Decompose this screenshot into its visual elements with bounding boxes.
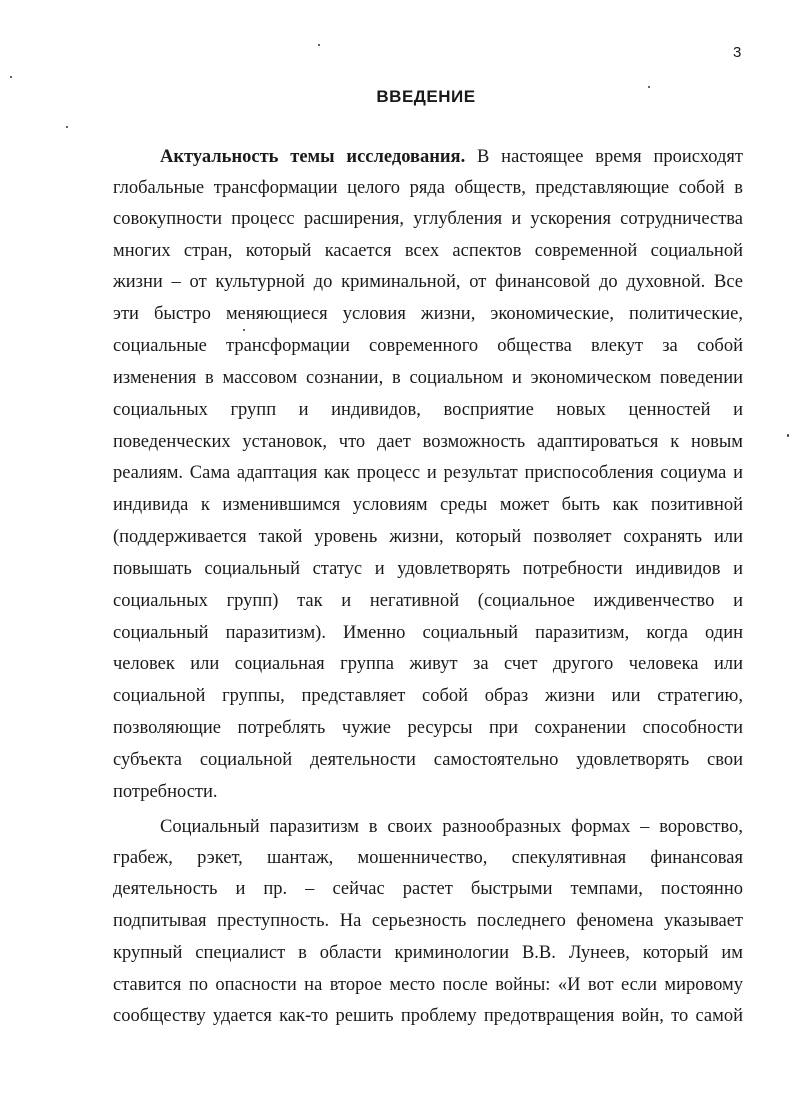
- text-line: социальных групп и индивидов, восприятие новых ценностей и: [113, 400, 743, 420]
- page-title: ВВЕДЕНИЕ: [376, 87, 476, 106]
- text-line: изменения в массовом сознании, в социальном и экономическом поведении: [113, 368, 743, 388]
- text-line: деятельность и пр. – сейчас растет быстрыми темпами, постоянно: [113, 879, 743, 899]
- scan-speck: [787, 434, 789, 437]
- text-span: В настоящее время происходят: [465, 147, 743, 167]
- text-line: многих стран, который касается всех аспектов современной социальной: [113, 241, 743, 261]
- text-line: совокупности процесс расширения, углубления и ускорения сотрудничества: [113, 209, 743, 229]
- text-line: сообществу удается как-то решить проблему предотвращения войн, то самой: [113, 1006, 743, 1026]
- text-line: ставится по опасности на второе место после войны: «И вот если мировому: [113, 975, 743, 995]
- text-line: [160, 145, 743, 169]
- scan-speck: [243, 329, 245, 331]
- page-number: 3: [733, 44, 742, 61]
- scan-speck: [648, 86, 650, 88]
- text-line: повышать социальный статус и удовлетворять потребности индивидов и: [113, 559, 743, 579]
- text-line: социальный паразитизм). Именно социальный паразитизм, когда один: [113, 623, 743, 643]
- text-line: Социальный паразитизм в своих разнообразных формах – воровство,: [160, 817, 743, 837]
- text-line: социальные трансформации современного общества влекут за собой: [113, 336, 743, 356]
- text-line: субъекта социальной деятельности самостоятельно удовлетворять свои: [113, 750, 743, 770]
- text-line: поведенческих установок, что дает возможность адаптироваться к новым: [113, 432, 743, 452]
- text-line: (поддерживается такой уровень жизни, который позволяет сохранять или: [113, 527, 743, 547]
- bold-lead: Актуальность темы исследования.: [160, 147, 466, 167]
- text-line: социальной группы, представляет собой образ жизни или стратегию,: [113, 686, 743, 706]
- text-line: человек или социальная группа живут за счет другого человека или: [113, 654, 743, 674]
- text-line: потребности.: [113, 782, 218, 802]
- text-line: глобальные трансформации целого ряда обществ, представляющие собой в: [113, 178, 743, 198]
- text-line: эти быстро меняющиеся условия жизни, экономические, политические,: [113, 304, 743, 324]
- scan-speck: [66, 126, 68, 128]
- text-line: позволяющие потреблять чужие ресурсы при сохранении способности: [113, 718, 743, 738]
- scan-speck: [10, 76, 12, 78]
- text-line: подпитывая преступность. На серьезность последнего феномена указывает: [113, 911, 743, 931]
- text-line: реалиям. Сама адаптация как процесс и результат приспособления социума и: [113, 463, 743, 483]
- text-line: грабеж, рэкет, шантаж, мошенничество, спекулятивная финансовая: [113, 848, 743, 868]
- text-line: крупный специалист в области криминологии В.В. Лунеев, который им: [113, 943, 743, 963]
- text-line: индивида к изменившимся условиям среды может быть как позитивной: [113, 495, 743, 515]
- text-line: социальных групп) так и негативной (социальное иждивенчество и: [113, 591, 743, 611]
- scan-speck: [318, 44, 320, 46]
- text-line: жизни – от культурной до криминальной, от финансовой до духовной. Все: [113, 272, 743, 292]
